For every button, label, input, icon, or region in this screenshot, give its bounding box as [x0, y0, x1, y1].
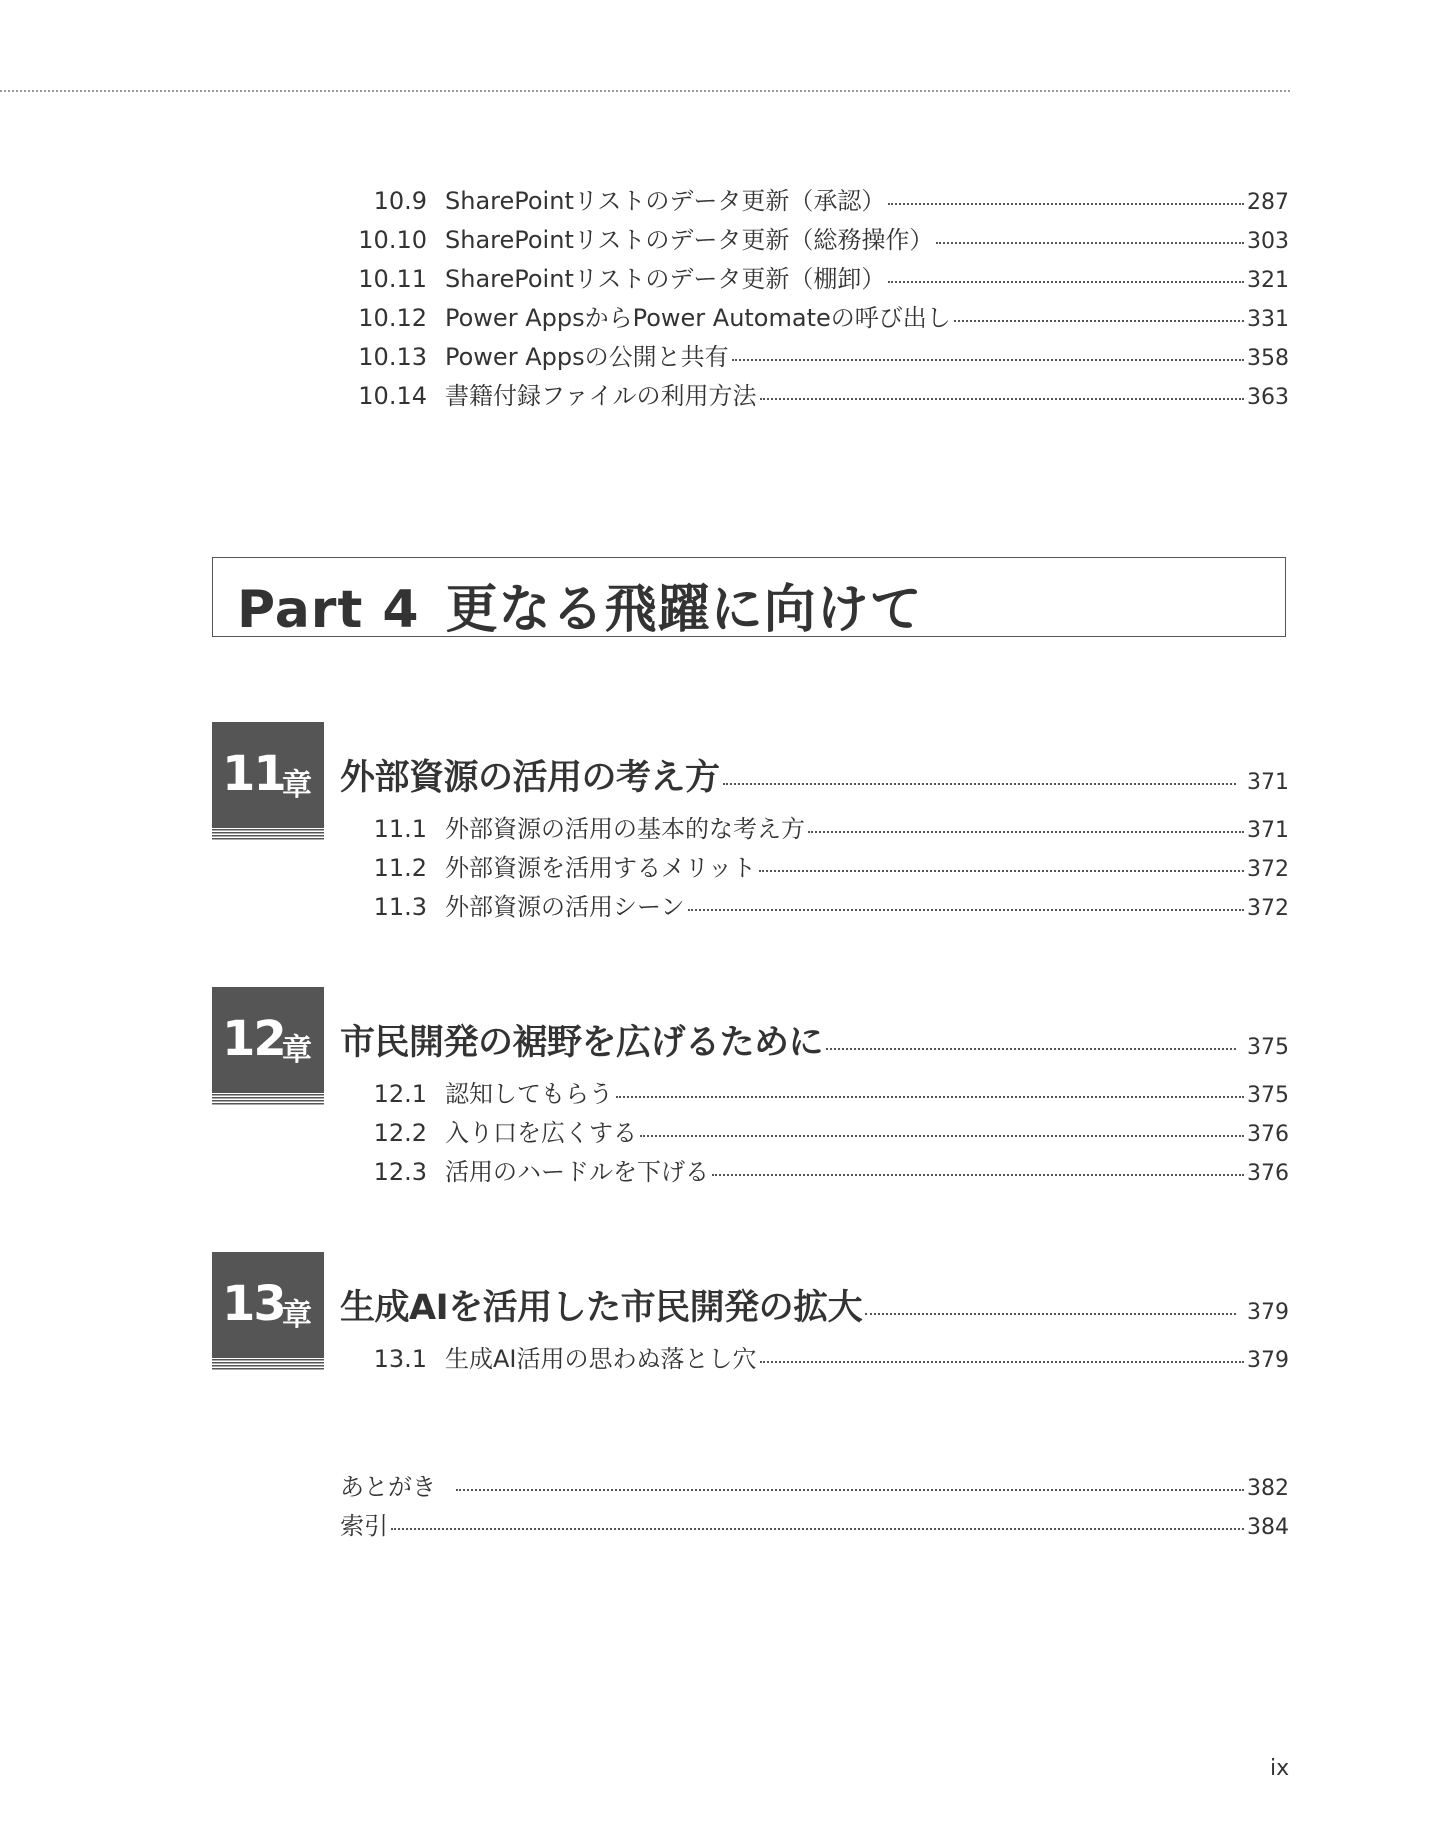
toc-entry-12-2[interactable]	[345, 1116, 1289, 1150]
part-banner	[212, 557, 1286, 640]
chapter-badge-12	[212, 987, 324, 1093]
chapter-number: 12	[222, 1011, 285, 1067]
page-number: 379	[1247, 1300, 1289, 1325]
section-number: 11.1	[373, 815, 427, 843]
section-number: 10.14	[358, 382, 427, 410]
leader-dots	[616, 1096, 1244, 1098]
page-number: 371	[1247, 770, 1289, 795]
toc-entry-10-13[interactable]	[345, 340, 1289, 374]
chapter-title: 生成AIを活用した市民開発の拡大	[340, 1288, 863, 1328]
section-number: 12.1	[373, 1080, 427, 1108]
page-number: 321	[1247, 268, 1289, 293]
leader-dots	[888, 281, 1244, 283]
section-title: 書籍付録ファイルの利用方法	[445, 382, 757, 410]
toc-entry-11-2[interactable]	[345, 851, 1289, 885]
leader-dots	[732, 359, 1244, 361]
toc-entry-afterword[interactable]	[340, 1470, 1289, 1504]
section-number: 10.11	[358, 265, 427, 293]
section-number: 12.2	[373, 1119, 427, 1147]
section-number: 10.10	[358, 226, 427, 254]
page-number: 375	[1247, 1035, 1289, 1060]
leader-dots	[936, 242, 1244, 244]
leader-dots	[954, 320, 1244, 322]
page-number: 382	[1247, 1476, 1289, 1501]
toc-chapter-13[interactable]	[340, 1284, 1289, 1332]
header-dotted-rule	[0, 90, 1290, 92]
leader-dots	[760, 398, 1244, 400]
page-number: 375	[1247, 1083, 1289, 1108]
section-title: 活用のハードルを下げる	[445, 1158, 709, 1186]
section-number: 12.3	[373, 1158, 427, 1186]
part-title: 更なる飛躍に向けて	[445, 580, 923, 640]
chapter-badge-11	[212, 722, 324, 828]
toc-entry-11-3[interactable]	[345, 890, 1289, 924]
chapter-badge-13	[212, 1252, 324, 1358]
toc-entry-10-14[interactable]	[345, 379, 1289, 413]
toc-entry-13-1[interactable]	[345, 1342, 1289, 1376]
leader-dots	[723, 783, 1236, 785]
section-number: 11.3	[373, 893, 427, 921]
page-number: 376	[1247, 1122, 1289, 1147]
section-number: 11.2	[373, 854, 427, 882]
leader-dots	[826, 1048, 1236, 1050]
section-title: 外部資源の活用シーン	[445, 893, 685, 921]
section-title: Power Appsの公開と共有	[445, 343, 729, 371]
section-title: 入り口を広くする	[445, 1119, 637, 1147]
leader-dots	[888, 203, 1244, 205]
chapter-title: 市民開発の裾野を広げるために	[340, 1023, 824, 1063]
chapter-number: 11	[222, 746, 285, 802]
page-number: 372	[1247, 857, 1289, 882]
page-number: 287	[1247, 190, 1289, 215]
chapter-suffix: 章	[282, 1033, 312, 1068]
badge-underline	[212, 1359, 324, 1371]
section-title: Power AppsからPower Automateの呼び出し	[445, 304, 951, 332]
leader-dots	[760, 1361, 1245, 1363]
section-number: 10.13	[358, 343, 427, 371]
page-number: 379	[1247, 1348, 1289, 1373]
section-title: 外部資源の活用の基本的な考え方	[445, 815, 805, 843]
chapter-suffix: 章	[282, 1298, 312, 1333]
page-folio: ix	[1270, 1756, 1290, 1781]
leader-dots	[865, 1313, 1236, 1315]
page-number: 371	[1247, 818, 1289, 843]
toc-chapter-12[interactable]	[340, 1019, 1289, 1067]
section-title: SharePointリストのデータ更新（総務操作）	[445, 226, 934, 254]
leader-dots	[712, 1174, 1244, 1176]
chapter-title: 外部資源の活用の考え方	[340, 758, 720, 798]
chapter-suffix: 章	[282, 768, 312, 803]
backmatter-title: あとがき	[340, 1473, 436, 1501]
part-label: Part 4	[237, 580, 420, 640]
toc-entry-10-10[interactable]	[345, 223, 1289, 257]
toc-entry-10-12[interactable]	[345, 301, 1289, 335]
page-number: 372	[1247, 896, 1289, 921]
toc-entry-index[interactable]	[340, 1509, 1289, 1543]
section-title: SharePointリストのデータ更新（棚卸）	[445, 265, 886, 293]
leader-dots	[808, 831, 1244, 833]
section-number: 10.12	[358, 304, 427, 332]
page-number: 358	[1247, 346, 1289, 371]
badge-underline	[212, 829, 324, 841]
chapter-number: 13	[222, 1276, 285, 1332]
toc-entry-10-9[interactable]	[345, 184, 1289, 218]
toc-entry-11-1[interactable]	[345, 812, 1289, 846]
leader-dots	[759, 870, 1244, 872]
toc-entry-12-1[interactable]	[345, 1077, 1289, 1111]
toc-chapter-11[interactable]	[340, 754, 1289, 802]
backmatter-title: 索引	[340, 1512, 388, 1540]
page-number: 303	[1247, 229, 1289, 254]
section-number: 13.1	[373, 1345, 427, 1373]
part-heading	[237, 567, 923, 642]
leader-dots	[456, 1489, 1244, 1491]
section-title: SharePointリストのデータ更新（承認）	[445, 187, 886, 215]
page-number: 376	[1247, 1161, 1289, 1186]
leader-dots	[640, 1135, 1244, 1137]
leader-dots	[391, 1528, 1244, 1530]
section-title: 認知してもらう	[445, 1080, 613, 1108]
section-title: 生成AI活用の思わぬ落とし穴	[445, 1345, 757, 1373]
section-number: 10.9	[373, 187, 427, 215]
page-number: 331	[1247, 307, 1289, 332]
badge-underline	[212, 1094, 324, 1106]
toc-entry-12-3[interactable]	[345, 1155, 1289, 1189]
page-number: 363	[1247, 385, 1289, 410]
page-number: 384	[1247, 1515, 1289, 1540]
leader-dots	[688, 909, 1244, 911]
section-title: 外部資源を活用するメリット	[445, 854, 757, 882]
toc-entry-10-11[interactable]	[345, 262, 1289, 296]
